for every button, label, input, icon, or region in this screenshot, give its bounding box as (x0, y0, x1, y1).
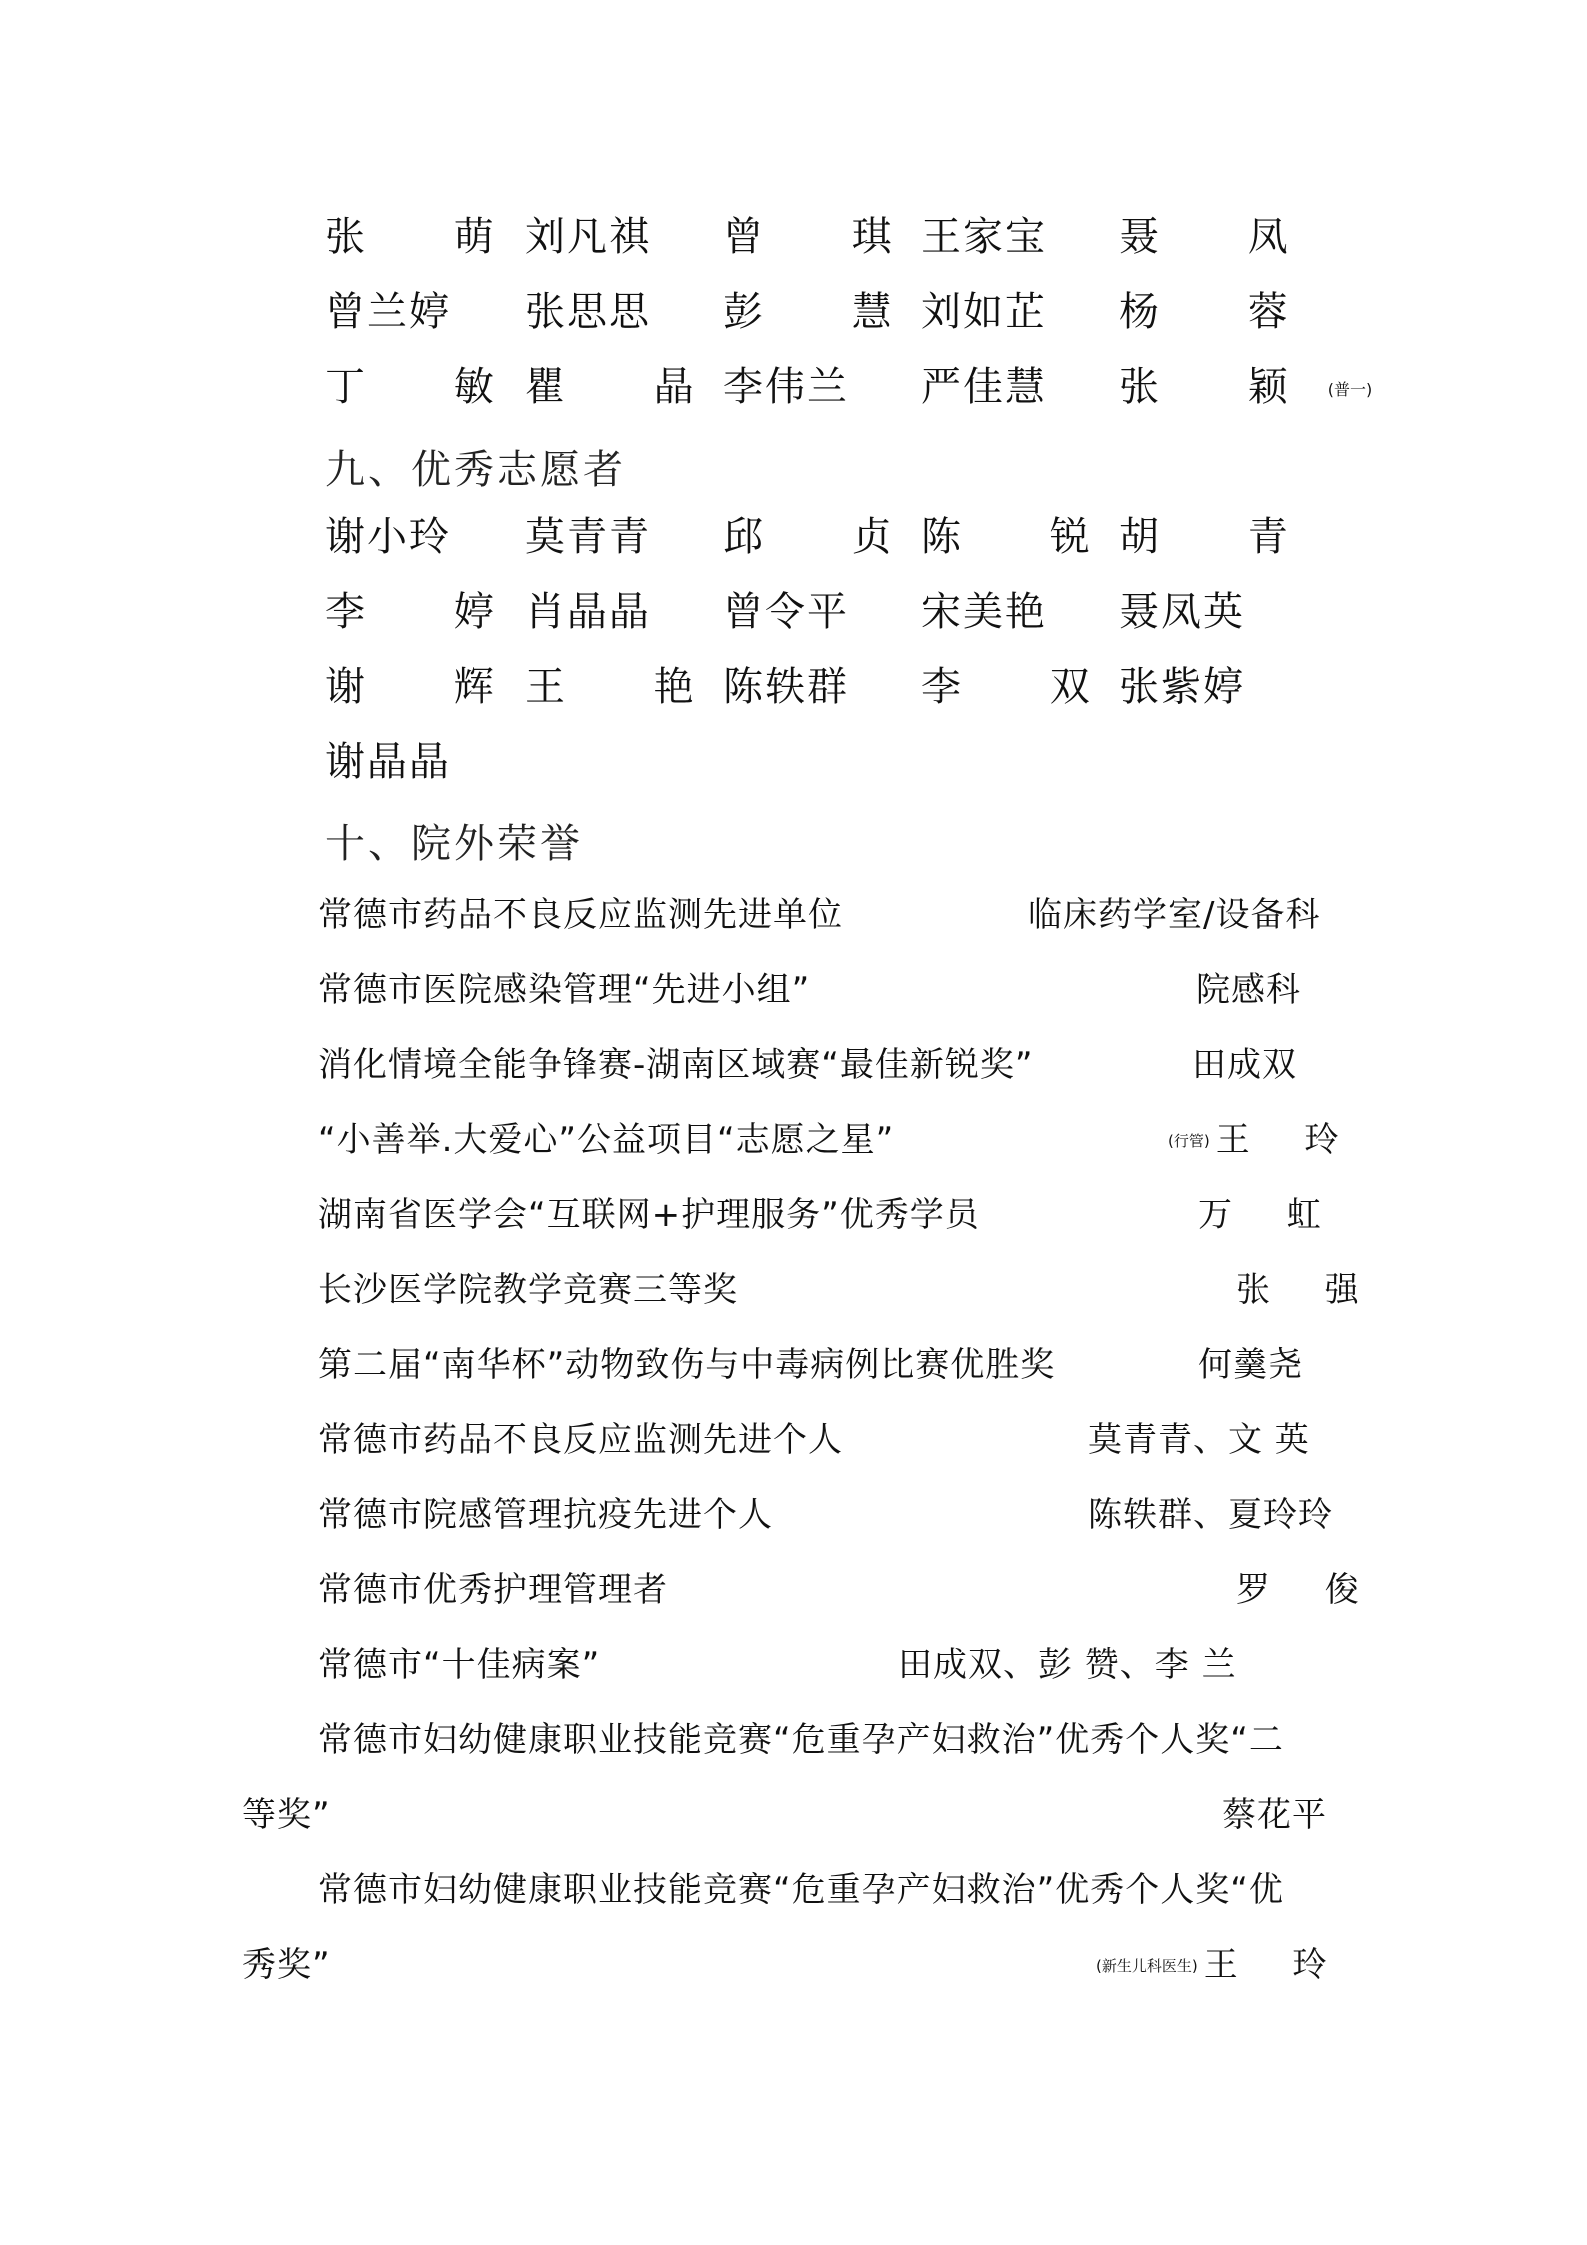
honor-recipient: 院感科 (1196, 970, 1301, 1010)
honor-row (0, 1478, 1587, 1553)
honor-row-wrapped (0, 1703, 1587, 1778)
honor-row (0, 1403, 1587, 1478)
honor-title-line2: 等奖” (242, 1795, 331, 1835)
honor-row (0, 1553, 1587, 1628)
honor-recipient-with-note (1168, 1103, 1361, 1179)
honor-recipient-with-note (1096, 1928, 1349, 2004)
honor-title: 长沙医学院教学竞赛三等奖 (318, 1270, 738, 1310)
person-name: 张 萌 (325, 214, 532, 260)
honor-title: 第二届“南华杯”动物致伤与中毒病例比赛优胜奖 (318, 1345, 1056, 1385)
person-name: 李 婷 (325, 589, 532, 635)
person-name: 张 颖 (1119, 364, 1326, 410)
honor-recipient: 张 强 (1236, 1270, 1381, 1310)
person-name: 曾令平 (723, 589, 849, 635)
honor-row (0, 1028, 1587, 1103)
person-name: 肖晶晶 (525, 589, 651, 635)
person-name: 曾 琪 (723, 214, 930, 260)
honor-title-line1: 常德市妇幼健康职业技能竞赛“危重孕产妇救治”优秀个人奖“二 (318, 1720, 1284, 1760)
honor-title: 常德市医院感染管理“先进小组” (318, 970, 811, 1010)
dept-note: (普一) (1327, 379, 1373, 399)
honor-recipient: 陈轶群、夏玲玲 (1088, 1495, 1333, 1535)
person-name: 丁 敏 (325, 364, 532, 410)
honor-recipient: 蔡花平 (1222, 1795, 1327, 1835)
honor-row (0, 1328, 1587, 1403)
honor-title: 消化情境全能争锋赛-湖南区域赛“最佳新锐奖” (318, 1045, 1034, 1085)
honor-title: 常德市药品不良反应监测先进单位 (318, 895, 843, 935)
honor-recipient: 何羹尧 (1198, 1345, 1303, 1385)
honor-row-wrapped (0, 1928, 1587, 2003)
honor-recipient: 莫青青、文 英 (1088, 1420, 1310, 1460)
person-name: 谢小玲 (325, 514, 451, 560)
section-heading-volunteers: 九、优秀志愿者 (325, 447, 626, 493)
person-name: 邱 贞 (723, 514, 930, 560)
honor-row (0, 878, 1587, 953)
person-name: 王家宝 (921, 214, 1047, 260)
person-name: 李伟兰 (723, 364, 849, 410)
person-name: 张紫婷 (1119, 664, 1245, 710)
person-name: 王 艳 (525, 664, 732, 710)
dept-note: (行管) (1168, 1132, 1210, 1150)
honor-row-wrapped (0, 1853, 1587, 1928)
honor-title-line1: 常德市妇幼健康职业技能竞赛“危重孕产妇救治”优秀个人奖“优 (318, 1870, 1284, 1910)
person-name: 聂 凤 (1119, 214, 1326, 260)
person-name-with-note (1119, 350, 1372, 427)
honor-row (0, 1178, 1587, 1253)
honor-title: 常德市“十佳病案” (318, 1645, 601, 1685)
person-name: 陈轶群 (723, 664, 849, 710)
honors-list (0, 878, 1587, 2003)
person-name: 谢 辉 (325, 664, 532, 710)
section-heading-external-honors: 十、院外荣誉 (325, 821, 583, 867)
honor-recipient: 罗 俊 (1236, 1570, 1381, 1610)
person-name: 彭 慧 (723, 289, 930, 335)
person-name: 瞿 晶 (525, 364, 732, 410)
honor-title: 湖南省医学会“互联网+护理服务”优秀学员 (318, 1195, 980, 1235)
person-name: 聂凤英 (1119, 589, 1245, 635)
person-name: 胡 青 (1119, 514, 1326, 560)
honor-row-wrapped (0, 1778, 1587, 1853)
person-name: 杨 蓉 (1119, 289, 1326, 335)
person-name: 严佳慧 (921, 364, 1047, 410)
honor-recipient: 万 虹 (1198, 1195, 1343, 1235)
honor-row (0, 953, 1587, 1028)
honor-recipient: 临床药学室/设备科 (1028, 895, 1321, 935)
person-name: 曾兰婷 (325, 289, 451, 335)
honor-title: 常德市优秀护理管理者 (318, 1570, 668, 1610)
person-name: 宋美艳 (921, 589, 1047, 635)
person-name: 刘凡祺 (525, 214, 651, 260)
honor-title: 常德市院感管理抗疫先进个人 (318, 1495, 773, 1535)
dept-note: (新生儿科医生) (1096, 1957, 1198, 1975)
honor-recipient: 王 玲 (1215, 1120, 1361, 1160)
honor-recipient: 王 玲 (1203, 1945, 1349, 1985)
honor-recipient: 田成双、彭 赞、李 兰 (898, 1645, 1237, 1685)
honor-row (0, 1253, 1587, 1328)
person-name: 陈 锐 (921, 514, 1128, 560)
person-name: 李 双 (921, 664, 1128, 710)
honor-row (0, 1628, 1587, 1703)
person-name: 刘如芷 (921, 289, 1047, 335)
honor-title-line2: 秀奖” (242, 1945, 331, 1985)
person-name: 莫青青 (525, 514, 651, 560)
honor-title: “小善举.大爱心”公益项目“志愿之星” (318, 1120, 895, 1160)
person-name: 张思思 (525, 289, 651, 335)
honor-row (0, 1103, 1587, 1178)
honor-recipient: 田成双 (1192, 1045, 1297, 1085)
honor-title: 常德市药品不良反应监测先进个人 (318, 1420, 843, 1460)
person-name: 谢晶晶 (325, 739, 451, 785)
